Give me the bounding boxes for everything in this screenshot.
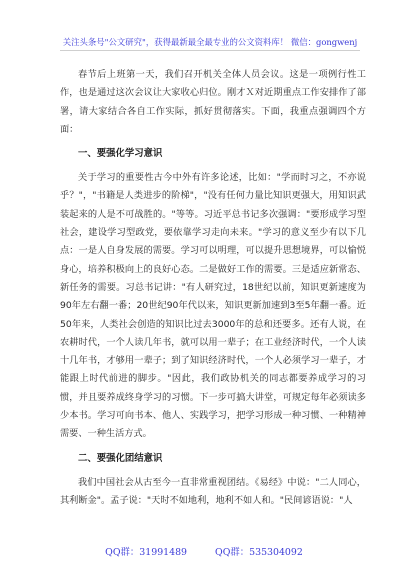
section-heading: 二、要强化团结意识: [78, 452, 163, 464]
footer-qq-group-1: QQ群：31991489: [105, 547, 188, 558]
section-heading: 一、要强化学习意识: [78, 148, 163, 160]
intro-paragraph: 春节后上班第一天，我们召开机关全体人员会议。这是一项例行性工作，也是通过这次会议让大家收心归位。刚才Ｘ对近期重点工作安排作了部署，请大家结合各自工作实际，抓好贯彻落实。下面，我重点强调四个方面：: [60, 69, 366, 135]
section-paragraph: 我们中国社会从古至今一直非常重视团结。《易经》中说："二人同心，其利断金"。孟子说："天时不如地利，地利不如人和。"民间谚语说："人: [60, 476, 366, 506]
header-banner: 关注头条号"公文研究"，获得最新最全最专业的公文资料库！ 微信：gongwenj: [62, 37, 358, 47]
section-paragraph: 关于学习的重要性古今中外有许多论述，比如："学而时习之，不亦说乎？"，"书籍是人类进步的阶梯"，"没有任何力量比知识更强大，用知识武装起来的人是不可战胜的。"等等。习近平总书记多次强调："要形成学习型社会，建设学习型政党，要依靠学习走向未来。"学习的意义至少有以下几点：一是人自身发展的需要。学习可以明理，可以提升思想境界，可以愉悦身心，培养积极向上的良好心态。二是做好工作的需要。三是适应新常态、新任务的需要。习总书记讲："有人研究过，18世纪以前，知识更新速度为90年左右翻一番；20世纪90年代以来，知识更新加速到3至5年翻一番。近50年来，人类社会创造的知识比过去3000年的总和还要多。还有人说，在农耕时代，一个人读几年书，就可以用一辈子；在工业经济时代，一个人读十几年书，才够用一辈子；到了知识经济时代，一个人必须学习一辈子，才能跟上时代前进的脚步。"因此，我们政协机关的同志都要养成学习的习惯，并且要养成终身学习的习惯。下一步可搞大讲堂，可规定每年必须读多少本书。学习可向书本、他人、实践学习，把学习形成一种习惯、一种精神需要、一种生活方式。: [60, 172, 366, 440]
footer-contacts: [0, 546, 408, 560]
document-body: [60, 66, 366, 510]
header-divider: [60, 50, 360, 51]
footer-qq-group-2: QQ群：535304092: [215, 547, 303, 558]
